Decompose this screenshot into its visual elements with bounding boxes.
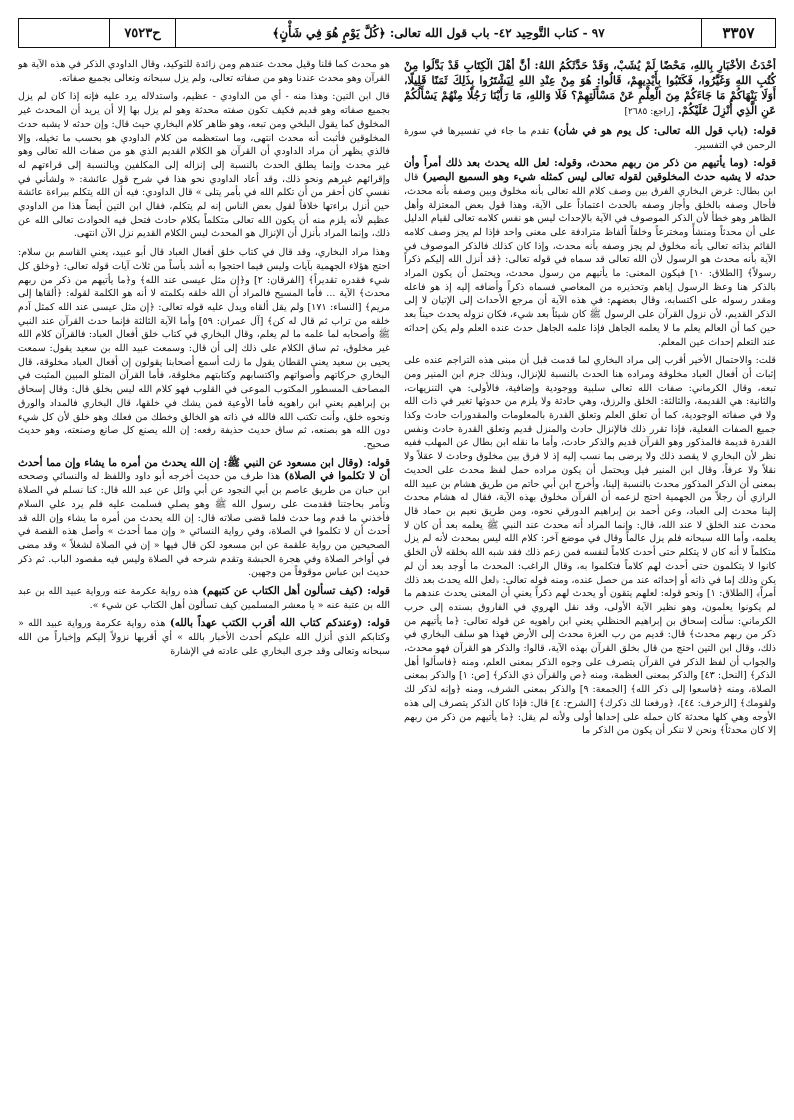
paragraph-text: هذه رواية عكرمة عنه ورواية عبيد الله بن عبد الله بن عتبة عنه « يا معشر المسلمين كيف تسألون أهل الكتاب عن شيء ». [18, 586, 390, 611]
right-column [404, 58, 776, 1098]
commentary-paragraph [18, 90, 390, 241]
commentary-paragraph [404, 125, 776, 152]
hadith-number: ح٧٥٢٣ [110, 19, 176, 47]
commentary-paragraph [18, 617, 390, 658]
running-title: ٩٧ - كتاب التَّوحِيد ٤٢- باب قول الله تعالى: ﴿كُلَّ يَوْمٍ هُوَ فِي شَأْنٍ﴾ [272, 26, 605, 40]
header-blank-cell [19, 19, 110, 47]
commentary-paragraph [404, 354, 776, 738]
page-header [18, 18, 776, 48]
paragraph-text: قال ابن التين: وهذا منه - أي من الداودي - عظيم، واستدلاله يرد عليه فإنه إذا كان لم يزل بجميع صفاته وهو قديم فكيف تكون صفته محدثة وهو لم يزل بها إلا أن يريد أن المحدث غير المخلوق كما يقول البلخي ومن تبعه، وهو ظاهر كلام البخاري حيث قال: وإن حدثه لا يشبه حدث المخلوقين فأثبت أنه محدث انتهى، وما استعظمه من كلام الداودي هو بحسب ما تخيله، وإلا فالذي يظهر أن مراد الداودي أن القرآن هو الكلام القديم الذي هو من صفات الله تعالى وهو غير محدث وإنما يطلق الحدث بالنسبة إلى إنزاله إلى المكلفين وبالنسبة إلى قراءتهم له وإقرائهم غيرهم ونحو ذلك، وقد أعاد الداودي نحو هذا في شرح قول عائشة: « ولشأني في نفسي كان أحقر من أن تكلم الله في بأمر يتلى » قال الداودي: فيه أن الله يتكلم ببراءة عائشة حين أنزل براءتها خلافاً لقول بعض الناس إنه لم يتكلم، فقال ابن التين أيضاً هذا من الداودي عظيم لأنه يلزم منه أن يكون الله تعالى متكلماً بكلام حادث فتحل فيه الحوادث تعالى الله عن ذلك، وإنما المراد بأنزل أن الإنزال هو المحدث ليس الكلام القديم نزل الآن انتهى. [18, 91, 390, 240]
hadith-body: أَحْدَثُ الأَخْبَارِ بِاللهِ، مَحْضًا لَمْ يُشَبْ، وَقَدْ حَدَّثَكُمُ اللهُ: أَنَّ أَهْلَ الْكِتَابِ قَدْ بَدَّلُوا مِنْ كُتُبِ اللهِ وَغَيَّرُوا، فَكَتَبُوا بِأَيْدِيهِمْ، قَالُوا: هُوَ مِنْ عِنْدِ اللهِ لِيَشْتَرُوا بِذَلِكَ ثَمَنًا قَلِيلًا، أَوَلَا يَنْهَاكُمْ مَا جَاءَكُمْ مِنَ الْعِلْمِ عَنْ مَسْأَلَتِهِمْ؟ فَلَا وَاللهِ، مَا رَأَيْنَا رَجُلًا مِنْهُمْ يَسْأَلُكُمْ عَنِ الَّذِي أُنْزِلَ عَلَيْكُمْ. [404, 59, 776, 117]
commentary-paragraph [18, 457, 390, 580]
paragraph-text: وهذا مراد البخاري، وقد قال في كتاب خلق أفعال العباد قال أبو عبيد، يعني القاسم بن سلام: احتج هؤلاء الجهمية بآيات وليس فيما احتجوا به أشد بأساً من ثلاث آيات قوله تعالى: ﴿وخلق كل شيء فقدره تقديراً﴾ [الفرقان: ٢] و﴿إن مثل عيسى عند الله﴾ و﴿ما يأتيهم من ذكر من ربهم محدث﴾ الآية ... فأما المسيح فالمراد أن الله خلقه بكلمته لا أنه هو الكلمة لقوله: ﴿ألقاها إلى مريم﴾ [النساء: ١٧١] ولم يقل ألقاه ويدل عليه قوله تعالى: ﴿إن مثل عيسى عند الله كمثل آدم خلقه من تراب ثم قال له كن﴾ [آل عمران: ٥٩] وأما الآية الثالثة فإنما حدث القرآن عند النبي ﷺ وأصحابه لما علمه ما لم يعلم، وقال البخاري في كتاب خلق أفعال العباد: فالقرآن كلام الله غير مخلوق، ثم ساق الكلام على ذلك إلى أن قال: وسمعت عبيد الله بن سعيد يقول: سمعت يحيى بن سعيد يعني القطان يقول ما زلت أسمع أصحابنا يقولون إن أفعال العباد مخلوقة، قال البخاري حركاتهم وأصواتهم واكتسابهم وكتابتهم مخلوقة، فأما القرآن المتلو المبين المثبت في المصاحف المسطور المكتوب الموعى في القلوب فهو كلام الله ليس بخلق قال: وقال إسحاق بن إبراهيم يعني ابن راهويه فأما الأوعية فمن يشك في خلقها، قال البخاري فالمداد والورق ونحوه خلق، وأنت تكتب الله فالله في ذاته هو الخالق وخطك من فعلك وهو خلق لأن كل شيء دون الله هو بصنعه، ثم ساق حديث حذيفة رفعه: إن الله يصنع كل صانع وصنعته، وهو حديث صحيح. [18, 247, 390, 450]
chapter-heading: قوله: (باب قول الله تعالى: كل يوم هو في شأن) [553, 125, 776, 137]
book-page [18, 18, 776, 1104]
commentary-paragraph [18, 58, 390, 85]
quote-heading: قوله: (وما يأتيهم من ذكر من ربهم محدث، وقوله: لعل الله يحدث بعد ذلك أمراً وأن حدثه لا يشبه حدث المخلوقين لقوله تعالى ليس كمثله شيء وهو السميع البصير) [404, 157, 776, 184]
paragraph-text: هذه رواية عكرمة ورواية عبيد الله « وكتابكم الذي أنزل الله عليكم أحدث الأخبار بالله » أي أقربها نزولاً إليكم وإخباراً من الله سبحانه وتعالى وقد جرى البخاري على عادته في الإشارة [18, 618, 390, 657]
hadith-text [404, 58, 776, 120]
commentary-paragraph [18, 246, 390, 452]
paragraph-text: هذا طرف من حديث أخرجه أبو داود واللفظ له والنسائي وصححه ابن حبان من طريق عاصم بن أبي النجود عن أبي وائل عن عبد الله قال: كنا نسلم في الصلاة ونأمر بحاجتنا فقدمت على رسول الله ﷺ وهو يصلي فسلمت عليه فلم يرد علي السلام فأخذني ما قدم وما حدث فلما قضى صلاته قال: إن الله يحدث من أمره ما يشاء وإن الله قد أحدث أن لا تكلموا في الصلاة، وفي رواية النسائي « وإن مما أحدث » وأصل هذه القصة في الصحيحين من رواية علقمة عن ابن مسعود لكن قال فيها « إن في الصلاة لشغلاً » وقد مضى في أواخر الصلاة وفي هجرة الحبشة وتقدم شرحه في الصلاة وليس فيه مقصود الباب. ثم ذكر حديث ابن عباس موقوفاً من وجهين. [18, 471, 390, 579]
paragraph-text: قلت: والاحتمال الأخير أقرب إلى مراد البخاري لما قدمت قبل أن مبنى هذه التراجم عنده على إثبات أن أفعال العباد مخلوقة ومراده هنا الحدث بالنسبة للإنزال، وبذلك جزم ابن المنير ومن تبعه، وقال الكرماني: صفات الله تعالى سلبية ووجودية وإضافية، فالأولى: هي التنزيهات، والثانية: هي القديمة، والثالثة: الخلق والرزق، وهي حادثة ولا يلزم من حدوثها تغير في ذات الله ولا في صفاته الوجودية، كما أن تعلق العلم وتعلق القدرة بالمعلومات والمقدورات حادث وكذا جميع الصفات الفعلية، فإذا تقرر ذلك فالإنزال حادث والمنزل قديم وتعلق القدرة حادث ونفس القدرة قديمة فالمذكور وهو القرآن قديم والذكر حادث، وأما ما نقله ابن بطال عن المهلب ففيه نظر لأن البخاري لا يقصد ذلك ولا يرضى بما نسب إليه إذ لا فرق بين مخلوق وحادث لا عقلاً ولا نقلاً ولا عرفاً، وقال ابن المنير فيل ويحتمل أن يكون مراده حمل لفظ محدث على الحديث بمعنى أن الذكر المذكور محدث بالنسبة إلينا، وأخرج ابن أبي حاتم من طريق هشام بن عبيد الله الرازي أن رجلاً من الجهمية احتج لزعمه أن القرآن مخلوق بهذه الآية، فقال له هشام محدث إلينا محدث إلى العباد، وعن أحمد بن إبراهيم الدورقي نحوه، ومن طريق نعيم بن حماد قال محدث عند الخلق لا عند الله، قال: وإنما المراد أنه محدث عند النبي ﷺ يعلمه بعد أن كان لا يعلمه، وأما الله سبحانه فلم يزل عالماً وقال في موضع آخر: كلام الله ليس بمحدث لأنه لم يزل متكلماً لا أنه كان لا يتكلم حتى أحدث كلاماً لنفسه فمن زعم ذلك فقد شبه الله بخلقه لأن الخلق كانوا لا يتكلمون حتى أحدث لهم كلاماً فتكلموا به، وقال الراغب: المحدث ما أوجد بعد أن لم يكن وذلك إما في ذاته أو إحداثه عند من حصل عنده، ومنه قوله تعالى: ﴿لعل الله يحدث بعد ذلك أمراً﴾ [الطلاق: ١] ونحو قوله: لعلهم يتقون أو يحدث لهم ذكراً يعني أن المعنى يحدث عندهم ما لم يكونوا يعلمون، وهو نظير الآية الأولى، وقد نقل الهروي في الفاروق بسنده إلى حرب الكرماني: سألت إسحاق بن إبراهيم الحنظلي يعني ابن راهويه عن قوله تعالى: ﴿ما يأتيهم من ذكر من ربهم محدث﴾ قال: قديم من رب العزة محدث إلى الأرض فهذا هو سلف البخاري في ذلك، وقال ابن التين احتج من قال بخلق القرآن بهذه الآية، قالوا: والذكر هو القرآن فهو محدث، والجواب أن لفظ الذكر في القرآن يتصرف على وجوه الذكر بمعنى العلم، ومنه ﴿فاسألوا أهل الذكر﴾ [النحل: ٤٣] والذكر بمعنى العظمة، ومنه ﴿ص والقرآن ذي الذكر﴾ [ص: ١] والذكر بمعنى الصلاة، ومنه ﴿فاسعوا إلى ذكر الله﴾ [الجمعة: ٩] والذكر بمعنى الشرف، ومنه ﴿وإنه لذكر لك ولقومك﴾ [الزخرف: ٤٤]، ﴿ورفعنا لك ذكرك﴾ [الشرح: ٤] قال: فإذا كان الذكر يتصرف إلى هذه الأوجه وهي كلها محدثة كان حمله على إحداها أولى ولأنه لم يقل: ﴿ما يأتيهم من ذكر من ربهم إلا كان محدثاً﴾ ونحن لا ننكر أن يكون من الذكر ما [404, 355, 776, 737]
page-number: ٣٣٥٧ [701, 19, 775, 47]
quote-heading: قوله: (وقال ابن مسعود عن النبي ﷺ: إن الله يحدث من أمره ما يشاء وإن مما أحدث أن لا تكلموا في الصلاة) [18, 456, 390, 483]
quote-heading: قوله: (وعندكم كتاب الله أقرب الكتب عهداً بالله) [169, 617, 390, 630]
left-column [18, 58, 390, 1098]
commentary-paragraph [404, 157, 776, 349]
paragraph-text: هو محدث كما قلنا وقيل محدث عندهم ومن زائدة للتوكيد، وقال الداودي الذكر في هذه الآية هو القرآن وهو محدث عندنا وهو من صفاته تعالى، ولم يزل سبحانه وتعالى بجميع صفاته. [18, 59, 390, 84]
text-columns [18, 58, 776, 1098]
paragraph-text: تقدم ما جاء في تفسيرها في سورة الرحمن في التفسير. [404, 126, 776, 151]
paragraph-text: قال ابن بطال: غرض البخاري الفرق بين وصف كلام الله تعالى بأنه مخلوق وبين وصفه بأنه محدث، فأحال وصفه بالخلق وأجاز وصفه بالحدث اعتماداً على الآية، وهذا قول بعض المعتزلة وأهل الظاهر وهو خطأ لأن الذكر الموصوف في الآية بالإحداث ليس هو نفس كلامه تعالى لقيام الدليل على أن محدثاً ومنشأً ومخترعاً وخلقاً ألفاظ مترادفة على معنى واحد فإذا لم يجز وصف كلامه القائم بذاته تعالى بأنه مخلوق لم يجز وصفه بأنه محدث، وإذا كان كذلك فالذكر الموصوف في الآية بأنه محدث هو الرسول لأن الله تعالى قد سماه في قوله تعالى: ﴿قد أنزل الله إليكم ذكراً رسولاً﴾ [الطلاق: ١٠] فيكون المعنى: ما يأتيهم من رسول محدث، ويحتمل أن يكون المراد بالذكر هنا وعظ الرسول إياهم وتحذيره من المعاصي فسماه ذكراً وأضافه إليه إذ هو فاعله ومقدر رسوله على اكتسابه، وقال بعضهم: في هذه الآية أن مرجع الأحداث إلى الإتيان لا إلى الذكر القديم، لأن نزول القرآن على الرسول ﷺ كان شيئاً بعد شيء، فكان نزوله يحدث حيناً بعد حين كما أن العالم يعلم ما لا يعلمه الجاهل فإذا علمه الجاهل حدث عنده العلم ولم يكن إحداثه عند التعلم إحداث عين المعلم. [404, 172, 776, 348]
commentary-paragraph [18, 585, 390, 612]
quote-heading: قوله: (كيف تسألون أهل الكتاب عن كتبهم) [202, 585, 390, 598]
hadith-reference: [راجع: ٢٦٨٥] [624, 107, 674, 117]
